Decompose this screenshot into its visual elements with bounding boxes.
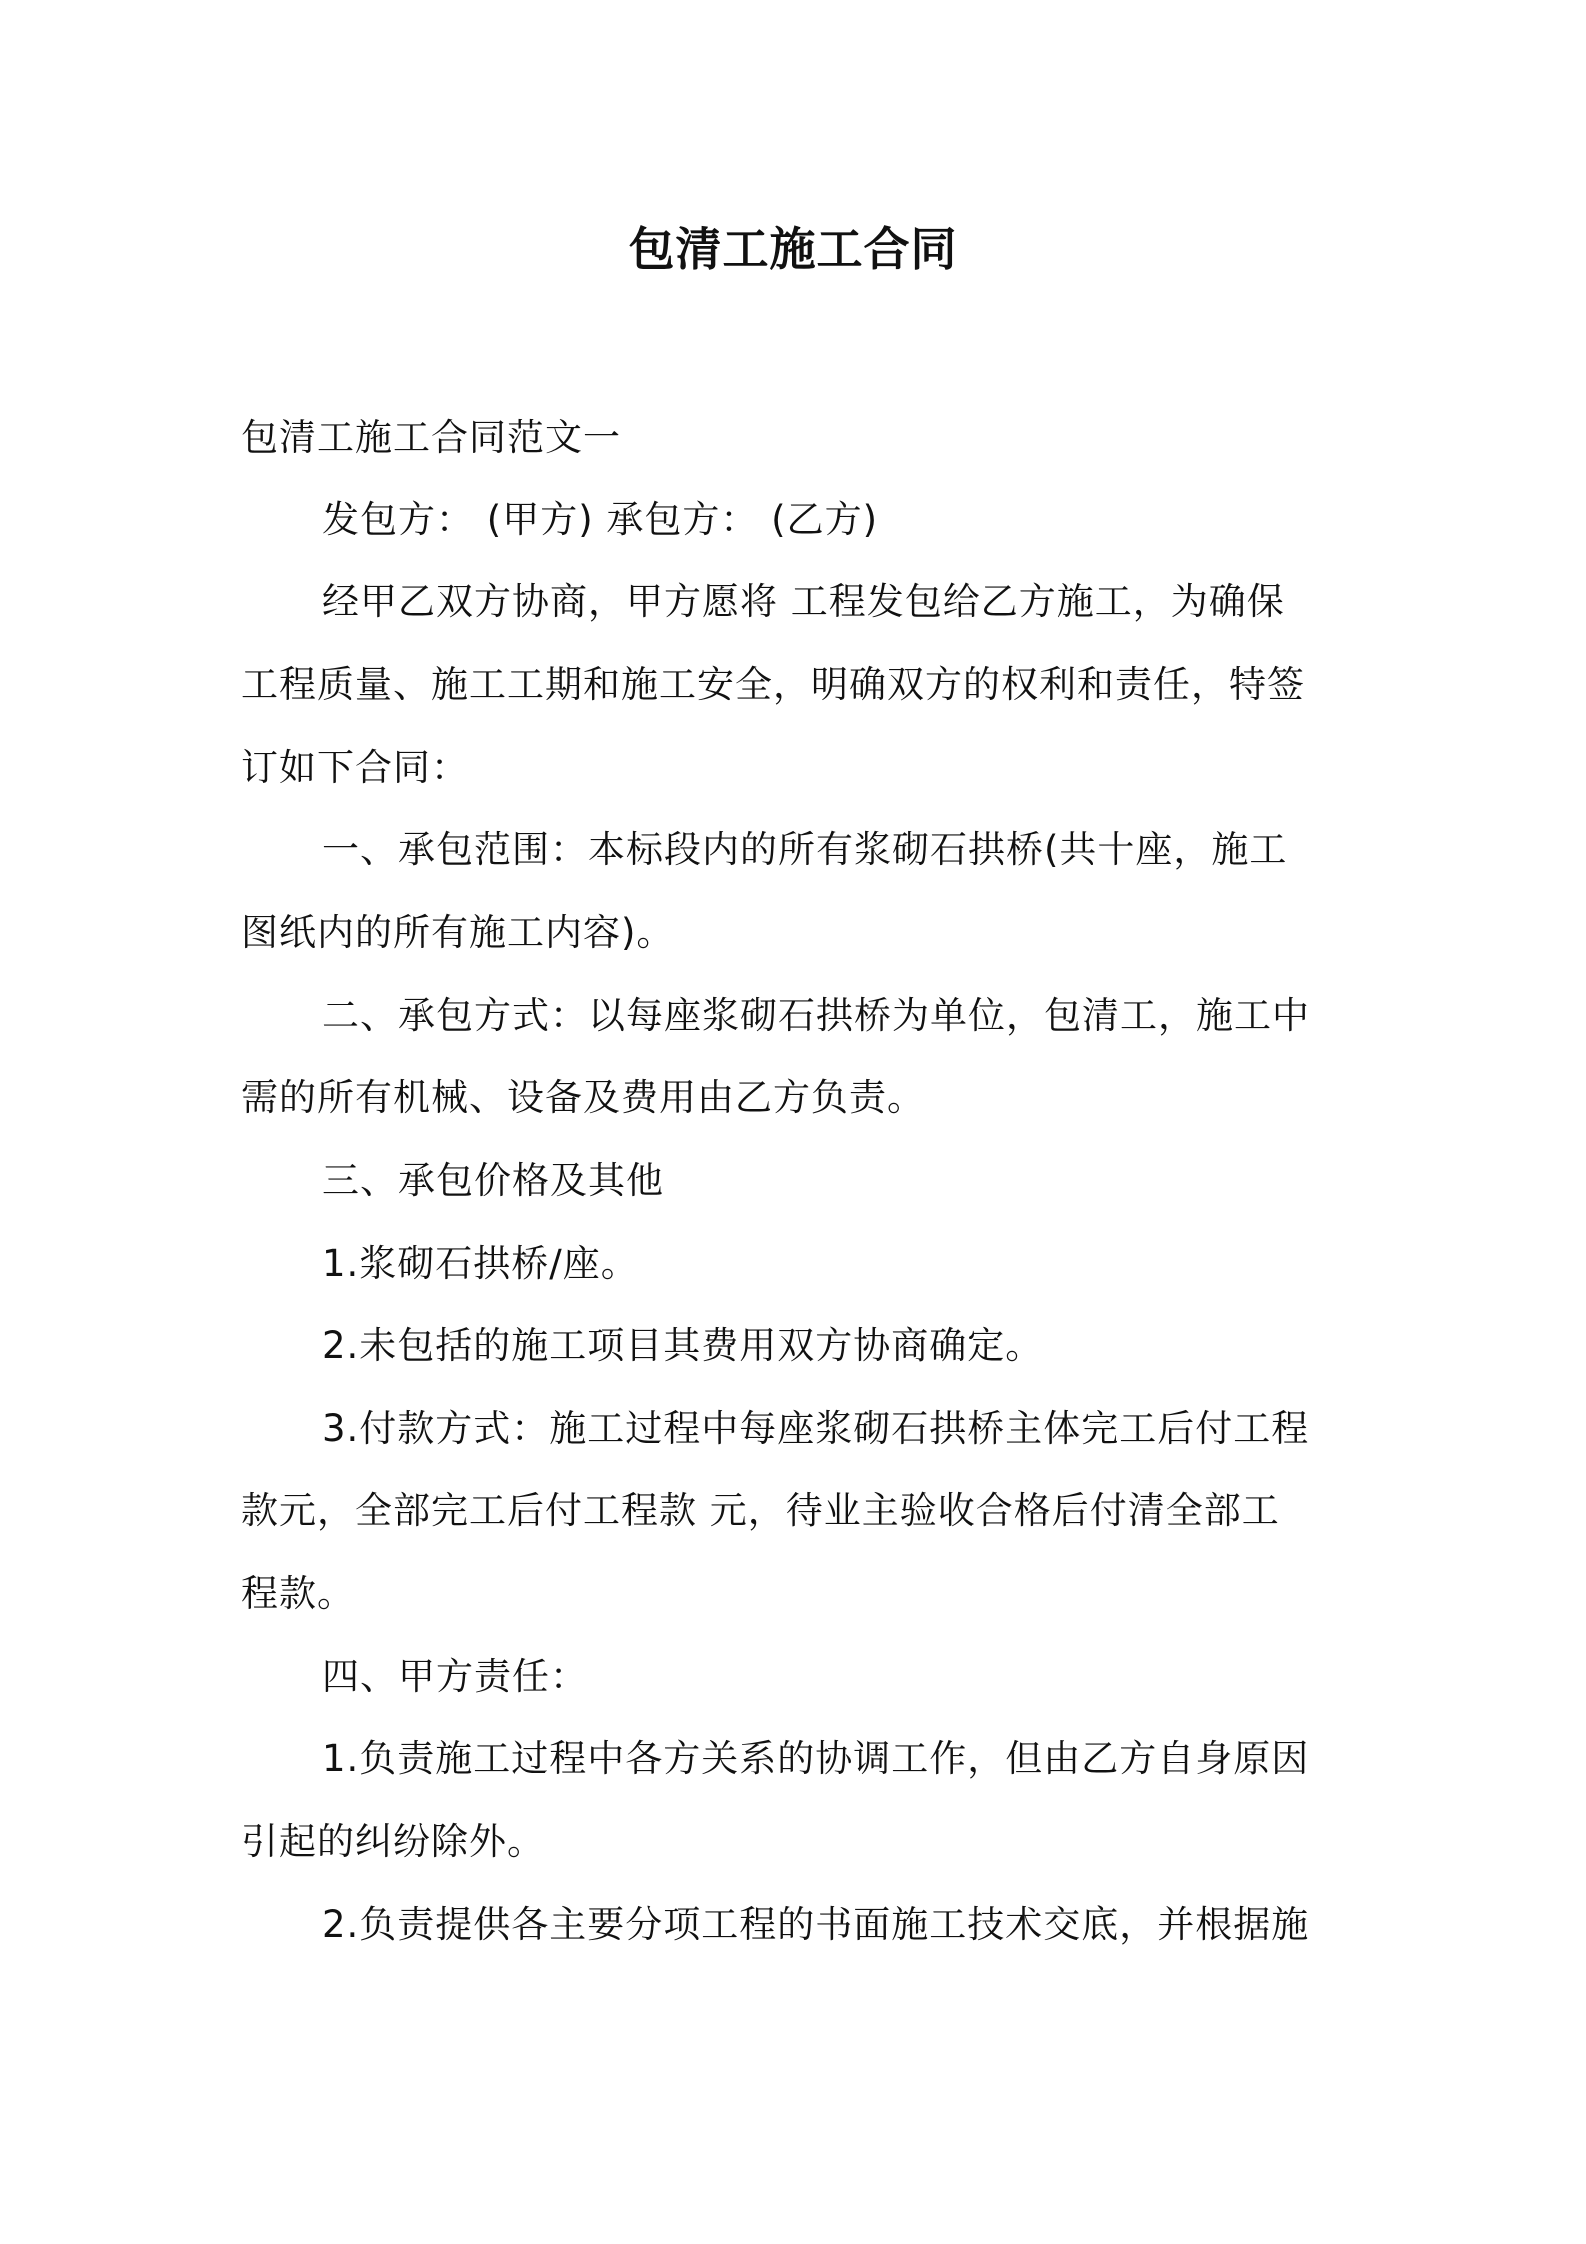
text-line: 需的所有机械、设备及费用由乙方负责。: [241, 1076, 925, 1119]
text-line: 1.浆砌石拱桥/座。: [322, 1242, 639, 1285]
text-line: 引起的纠纷除外。: [241, 1820, 545, 1863]
text-line: 二、承包方式：以每座浆砌石拱桥为单位，包清工，施工中: [322, 994, 1310, 1037]
text-line: 经甲乙双方协商，甲方愿将 工程发包给乙方施工，为确保: [322, 580, 1285, 623]
text-line: 三、承包价格及其他: [322, 1159, 664, 1202]
text-line: 发包方： (甲方) 承包方： (乙方): [322, 498, 879, 541]
text-line: 工程质量、施工工期和施工安全，明确双方的权利和责任，特签: [241, 663, 1305, 706]
text-line: 程款。: [241, 1572, 355, 1615]
text-line: 订如下合同：: [241, 746, 469, 789]
text-line: 2.未包括的施工项目其费用双方协商确定。: [322, 1324, 1044, 1367]
text-line: 款元，全部完工后付工程款 元，待业主验收合格后付清全部工: [241, 1489, 1280, 1532]
text-line: 一、承包范围：本标段内的所有浆砌石拱桥(共十座，施工: [322, 828, 1288, 871]
text-line: 3.付款方式：施工过程中每座浆砌石拱桥主体完工后付工程: [322, 1407, 1310, 1450]
text-line: 1.负责施工过程中各方关系的协调工作，但由乙方自身原因: [322, 1737, 1310, 1780]
text-line: 图纸内的所有施工内容)。: [241, 911, 675, 954]
section-heading: 包清工施工合同范文一: [241, 416, 621, 459]
document-title: 包清工施工合同: [628, 222, 958, 276]
text-line: 四、甲方责任：: [322, 1655, 588, 1698]
text-line: 2.负责提供各主要分项工程的书面施工技术交底，并根据施: [322, 1903, 1310, 1946]
